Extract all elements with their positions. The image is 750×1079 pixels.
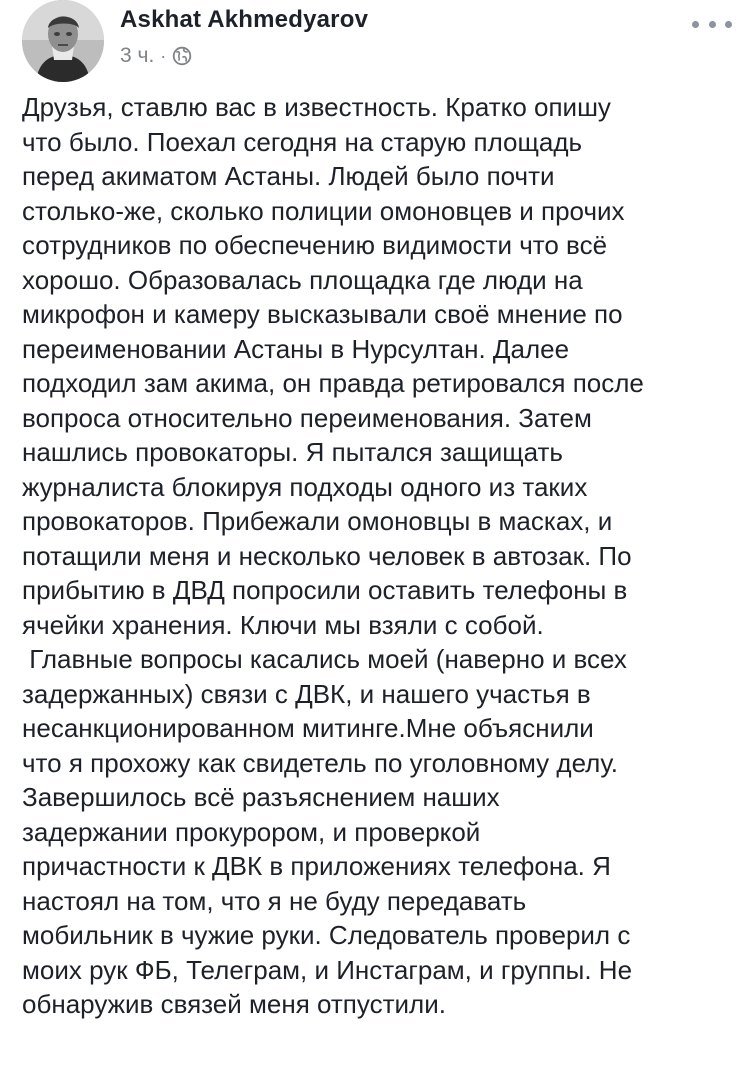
globe-icon[interactable] <box>172 46 192 66</box>
post-header <box>22 0 732 85</box>
more-horizontal-icon <box>709 21 716 28</box>
meta-separator: · <box>160 45 167 66</box>
author-avatar[interactable] <box>22 0 104 82</box>
post-meta <box>120 44 192 68</box>
author-name[interactable]: Askhat Akhmedyarov <box>120 6 369 33</box>
post-body-text: Друзья, ставлю вас в известность. Кратко опишу что было. Поехал сегодня на старую площадь перед акиматом Астаны. Людей было почти столько-же, сколько полиции омоновцев и прочих сотрудников по обеспечению видимости что всё хорошо. Образовалась площадка где люди на микрофон и камеру высказывали своё мнение по переименовании Астаны в Нурсултан. Далее подходил зам акима, он правда ретировался после вопроса относительно переименования. Затем нашлись провокаторы. Я пытался защищать журналиста блокируя подходы одного из таких провокаторов. Прибежали омоновцы в масках, и потащили меня и несколько человек в автозак. По прибытию в ДВД попросили оставить телефоны в ячейки хранения. Ключи мы взяли с собой. Главные вопросы касались моей (наверно и всех задержанных) связи с ДВК, и нашего участья в несанкционированном митинге.Мне объяснили что я прохожу как свидетель по уголовному делу. Завершилось всё разъяснением наших задержании прокурором, и проверкой причастности к ДВК в приложениях телефона. Я настоял на том, что я не буду передавать мобильник в чужие руки. Следователь проверил с моих рук ФБ, Телеграм, и Инстаграм, и группы. Не обнаружив связей меня отпустили. <box>22 92 644 1019</box>
post-time[interactable]: 3 ч. <box>120 44 155 67</box>
avatar-photo <box>22 0 104 82</box>
more-horizontal-icon <box>725 21 732 28</box>
more-options-button[interactable] <box>692 12 732 36</box>
more-horizontal-icon <box>692 21 699 28</box>
